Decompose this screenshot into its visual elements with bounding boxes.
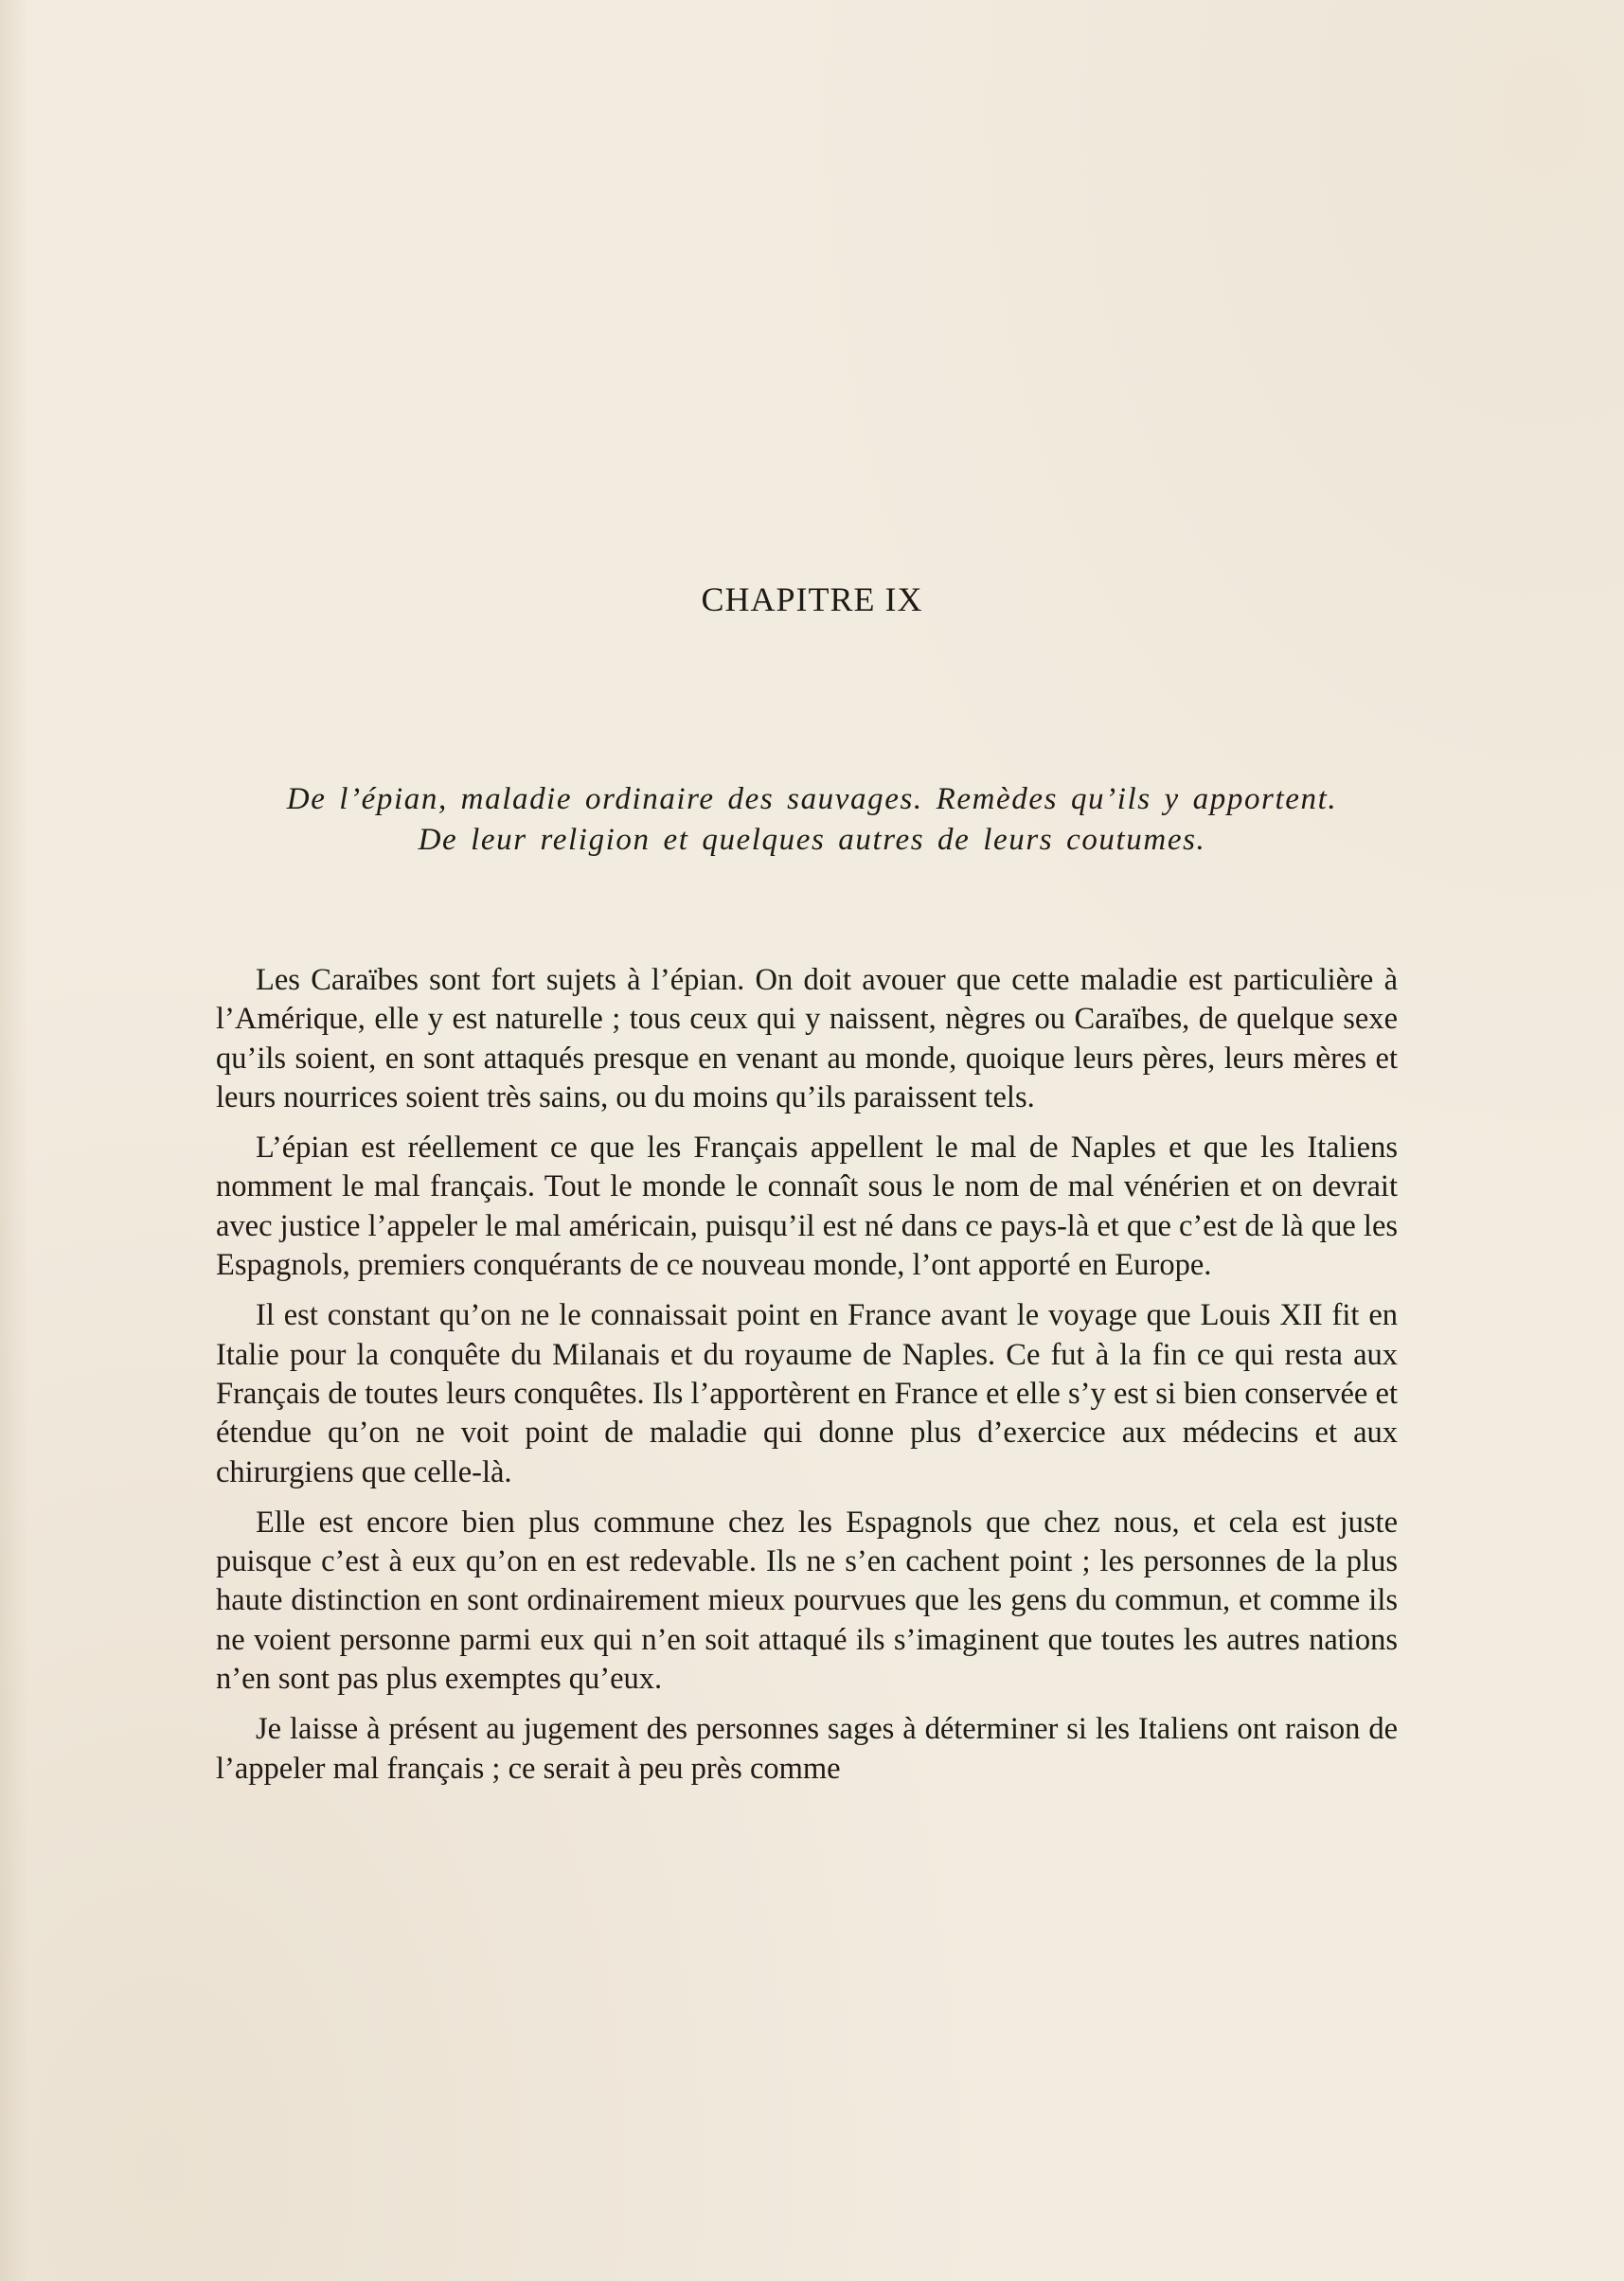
chapter-summary-line: De l’épian, maladie ordinaire des sauvages. Remèdes qu’ils y apportent. [286, 782, 1338, 816]
paragraph: L’épian est réellement ce que les Français appellent le mal de Naples et que les Italiens nomment le mal français. Tout le monde le connaît sous le nom de mal vénérien et on devrait avec justice l’appeler le mal américain, puisqu’il est né dans ce pays-là et que c’est de là que les Espagnols, premiers conquérants de ce nouveau monde, l’ont apporté en Europe. [216, 1131, 1399, 1283]
paragraph: Les Caraïbes sont fort sujets à l’épian. On doit avouer que cette maladie est particulière à l’Amérique, elle y est naturelle ; tous ceux qui y naissent, nègres ou Caraïbes, de quelque sexe qu’ils soient, en sont attaqués presque en venant au monde, quoique leurs pères, leurs mères et leurs nourrices soient très sains, ou du moins qu’ils paraissent tels. [216, 963, 1398, 1114]
chapter-title: CHAPITRE IX [701, 580, 923, 618]
paragraph: Il est constant qu’on ne le connaissait point en France avant le voyage que Louis XII fit en Italie pour la conquête du Milanais et du royaume de Naples. Ce fut à la fin ce qui resta aux Français de toutes leurs conquêtes. Ils l’apportèrent en France et elle s’y est si bien conservée et étendue qu’on ne voit point de maladie qui donne plus d’exercice aux médecins et aux chirurgiens que celle-là. [216, 1298, 1398, 1489]
chapter-body [216, 961, 1398, 1800]
page-edge-shadow [0, 0, 28, 2281]
chapter-summary-line: De leur religion et quelques autres de leurs coutumes. [418, 823, 1206, 857]
chapter-summary [189, 779, 1435, 861]
paragraph: Elle est encore bien plus commune chez les Espagnols que chez nous, et cela est juste puisque c’est à eux qu’on en est redevable. Ils ne s’en cachent point ; les personnes de la plus haute distinction en sont ordinairement mieux pourvues que les gens du commun, et comme ils ne voient personne parmi eux qui n’en soit attaqué ils s’imaginent que toutes les autres nations n’en sont pas plus exemptes qu’eux. [216, 1505, 1398, 1697]
paragraph: Je laisse à présent au jugement des personnes sages à déterminer si les Italiens ont raison de l’appeler mal français ; ce serait à peu près comme [216, 1712, 1398, 1786]
